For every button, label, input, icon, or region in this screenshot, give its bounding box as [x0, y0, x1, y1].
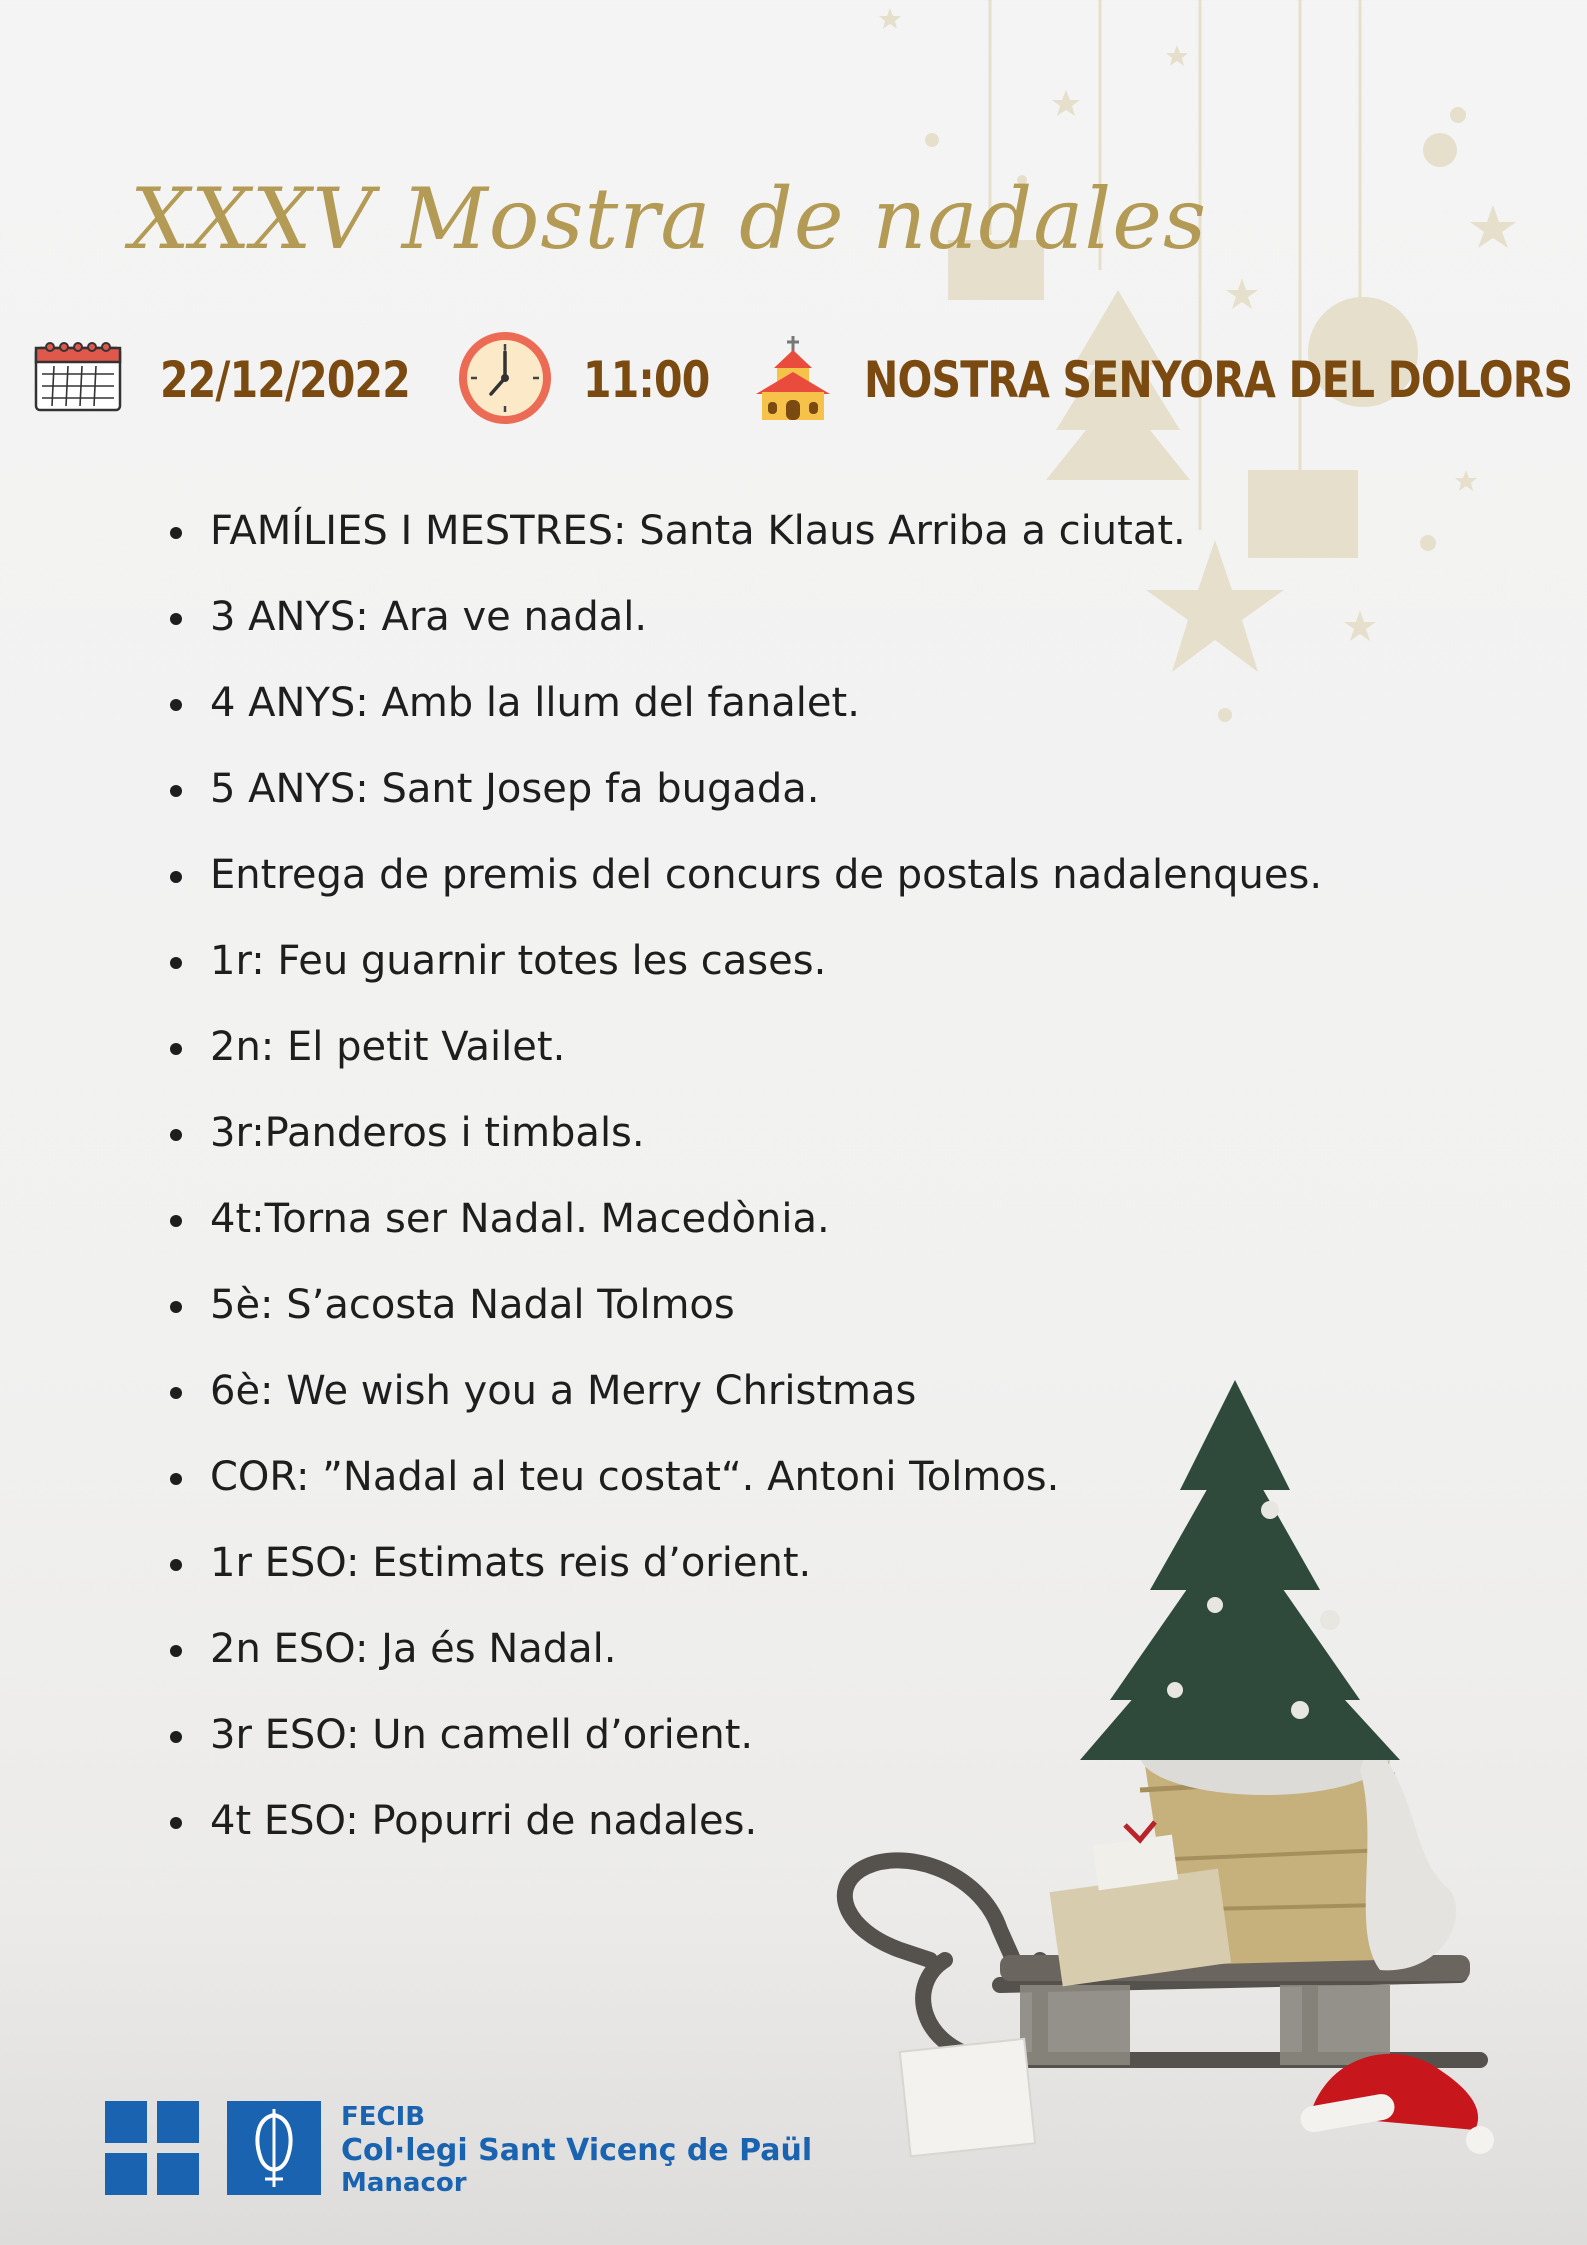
list-item: COR: ”Nadal al teu costat“. Antoni Tolmos. [168, 1446, 1322, 1532]
place-text: NOSTRA SENYORA DEL DOLORS [864, 351, 1573, 409]
list-item: 4t ESO: Popurri de nadales. [168, 1790, 1322, 1876]
date-text: 22/12/2022 [160, 351, 410, 409]
fecib-cross-logo-icon [105, 2101, 199, 2199]
list-item: FAMÍLIES I MESTRES: Santa Klaus Arriba a ciutat. [168, 500, 1322, 586]
school-logo [105, 2103, 812, 2197]
date-info [30, 330, 465, 430]
event-info [30, 330, 1573, 430]
list-item: 5 ANYS: Sant Josep fa bugada. [168, 758, 1322, 844]
church-icon [750, 332, 836, 428]
time-text: 11:00 [583, 351, 710, 409]
list-item: 1r ESO: Estimats reis d’orient. [168, 1532, 1322, 1618]
school-emblem-icon [227, 2101, 321, 2199]
list-item: 6è: We wish you a Merry Christmas [168, 1360, 1322, 1446]
list-item: 2n: El petit Vailet. [168, 1016, 1322, 1102]
list-item: 1r: Feu guarnir totes les cases. [168, 930, 1322, 1016]
place-info [750, 330, 1587, 430]
logo-line-1: FECIB [341, 2101, 426, 2132]
event-title: XXXV Mostra de nadales [130, 170, 1208, 268]
clock-icon [455, 328, 555, 432]
program-list [168, 500, 1322, 1876]
list-item: 3r ESO: Un camell d’orient. [168, 1704, 1322, 1790]
logo-line-2: Col·legi Sant Vicenç de Paül [341, 2132, 813, 2168]
list-item: 3 ANYS: Ara ve nadal. [168, 586, 1322, 672]
calendar-icon [30, 338, 132, 422]
list-item: 4t:Torna ser Nadal. Macedònia. [168, 1188, 1322, 1274]
school-name [341, 2101, 812, 2200]
list-item: 5è: S’acosta Nadal Tolmos [168, 1274, 1322, 1360]
time-info [455, 330, 737, 430]
list-item: 2n ESO: Ja és Nadal. [168, 1618, 1322, 1704]
list-item: Entrega de premis del concurs de postals nadalenques. [168, 844, 1322, 930]
list-item: 3r:Panderos i timbals. [168, 1102, 1322, 1188]
logo-line-3: Manacor [341, 2167, 467, 2198]
list-item: 4 ANYS: Amb la llum del fanalet. [168, 672, 1322, 758]
